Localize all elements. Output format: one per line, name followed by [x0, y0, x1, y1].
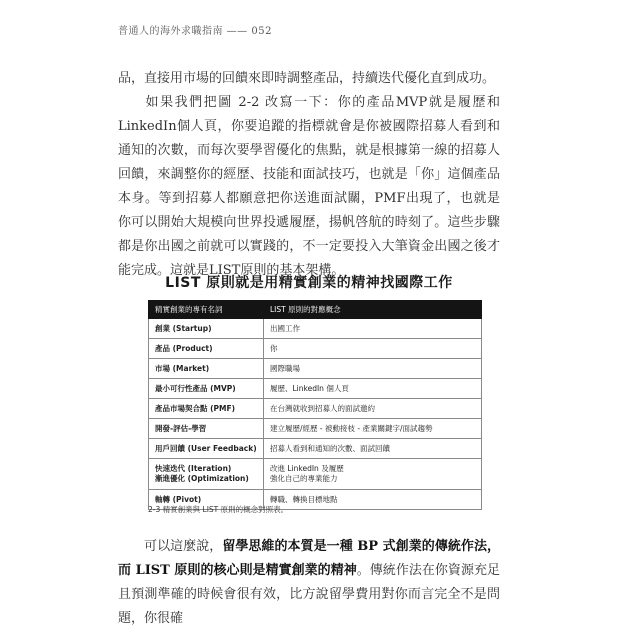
- concept-text: 招募人看到和通知的次數、面試回饋: [270, 443, 390, 453]
- comparison-table: [148, 300, 482, 510]
- table-row: [149, 439, 482, 459]
- table-row: [149, 379, 482, 399]
- term-cell: [149, 419, 264, 439]
- table-body: [149, 319, 482, 510]
- term-cell: [149, 459, 264, 490]
- running-header: 普通人的海外求職指南 —— 052: [118, 26, 272, 37]
- concept-cell: [264, 439, 482, 459]
- concept-text: 你: [270, 343, 278, 353]
- concept-cell: [264, 459, 482, 490]
- concept-cell: [264, 319, 482, 339]
- concept-cell: [264, 419, 482, 439]
- term-cell: [149, 439, 264, 459]
- concept-cell: [264, 490, 482, 510]
- concept-text: 國際職場: [270, 363, 300, 373]
- concept-text: 改進 LinkedIn 及履歷: [270, 464, 344, 473]
- paragraph-1: 品，直接用市場的回饋來即時調整產品，持續迭代優化直到成功。: [118, 71, 496, 86]
- term-text: 市場 (Market): [155, 363, 210, 373]
- table-row: [149, 339, 482, 359]
- paragraph-3: [118, 535, 500, 631]
- concept-cell: [264, 359, 482, 379]
- table-header-row: [149, 301, 482, 319]
- concept-text: 在台灣就收到招募人的面試邀約: [270, 403, 375, 413]
- column-header-list: LIST 原則的對應概念: [264, 301, 482, 319]
- concept-cell: [264, 399, 482, 419]
- concept-text: 轉職、轉換目標地點: [270, 494, 338, 504]
- term-text: 用戶回饋 (User Feedback): [155, 443, 257, 453]
- table-row: [149, 359, 482, 379]
- figure-caption: 2-3 精實創業與 LIST 原則的概念對照表。: [148, 505, 289, 514]
- concept-cell: [264, 339, 482, 359]
- table-row: [149, 459, 482, 490]
- term-text: 最小可行性產品 (MVP): [155, 383, 236, 393]
- table-row: [149, 419, 482, 439]
- table-row: [149, 399, 482, 419]
- term-text: 快速迭代 (Iteration): [155, 464, 232, 473]
- concept-text: 強化自己的專業能力: [270, 474, 338, 483]
- term-text: 產品市場契合點 (PMF): [155, 403, 236, 413]
- paragraph-3-tail: 。傳統作法在你資源充足且預測準確的時候會很有效，比方說留學費用對你而言完全不是問題，你很確: [118, 563, 500, 626]
- term-text: 軸轉 (Pivot): [155, 494, 202, 504]
- term-cell: [149, 399, 264, 419]
- term-cell: [149, 339, 264, 359]
- term-text: 漸進優化 (Optimization): [155, 474, 249, 483]
- term-cell: [149, 379, 264, 399]
- paragraph-3-lead: 可以這麼說，: [144, 539, 223, 554]
- paragraph-2: [118, 91, 500, 283]
- term-text: 創業 (Startup): [155, 323, 212, 333]
- term-text: 開發-評估-學習: [155, 423, 207, 433]
- concept-text: 出國工作: [270, 323, 300, 333]
- concept-text: 建立履歷/經歷 - 被動接枝 - 產業關鍵字/面試趨勢: [270, 423, 433, 433]
- table-row: [149, 319, 482, 339]
- term-cell: [149, 319, 264, 339]
- paragraph-3-emphasis: 留學思維的本質是一種 BP 式創業的傳統作法，而 LIST 原則的核心則是精實創業的精神: [118, 539, 500, 578]
- paragraph-2-text: 如果我們把圖 2-2 改寫一下：你的產品MVP就是履歷和LinkedIn個人頁，你要追蹤的指標就會是你被國際招募人看到和通知的次數，而每次要學習優化的焦點，就是根據第一線的招募人回饋，來調整你的經歷、技能和面試技巧，也就是「你」這個產品本身。等到招募人都願意把你送進面試關，PMF出現了，也就是你可以開始大規模向世界投遞履歷，揚帆啓航的時刻了。這些步驟都是你出國之前就可以實踐的，不一定要投入大筆資金出國之後才能完成。這就是LIST原則的基本架構。: [118, 95, 500, 278]
- concept-cell: [264, 379, 482, 399]
- concept-text: 履歷、LinkedIn 個人頁: [270, 383, 349, 393]
- figure-title: LIST 原則就是用精實創業的精神找國際工作: [165, 275, 453, 291]
- term-cell: [149, 359, 264, 379]
- column-header-lean: 精實創業的專有名詞: [149, 301, 264, 319]
- term-text: 產品 (Product): [155, 343, 213, 353]
